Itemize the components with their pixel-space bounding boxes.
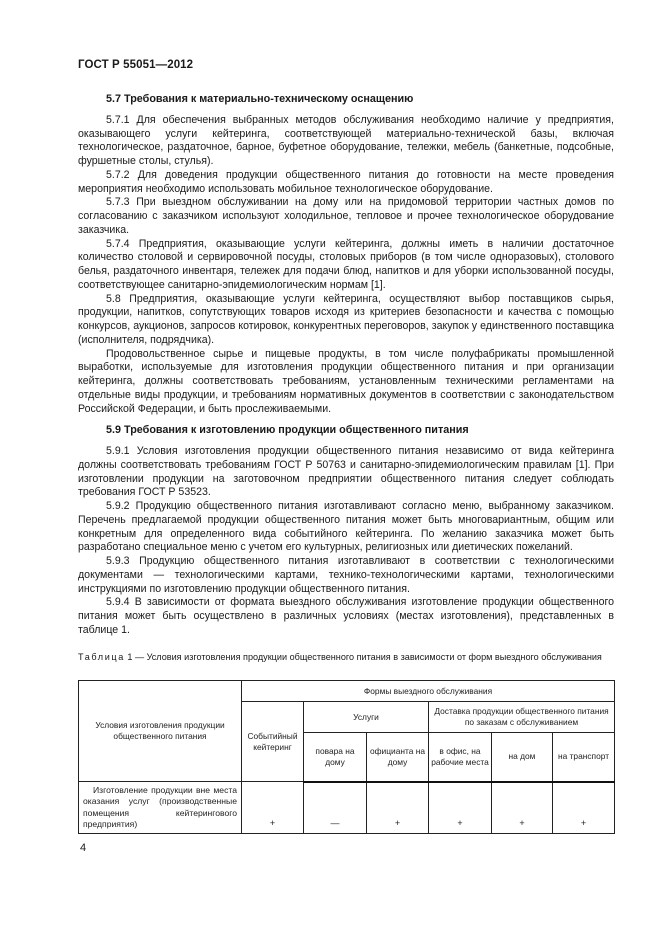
page-number: 4	[80, 842, 87, 854]
paragraph-5-7-1: 5.7.1 Для обеспечения выбранных методов обслуживания необходимо наличие у предприятия, оказывающего услуги кейтеринга, соответствующей материально-технической базы, включая технологическое, раздаточное, барное, буфетное оборудование, тележки, мебель (банкетные, подсобные, фуршетные столы, стулья).	[78, 113, 614, 167]
header-home: на дом	[492, 733, 553, 782]
paragraph-5-9-3: 5.9.3 Продукцию общественного питания изготавливают в соответствии с технологическими документами — технологическими картами, технико-технологическими картами, технологическими инструкциями по изготовлению продукции общественного питания.	[78, 555, 614, 595]
conditions-table	[78, 680, 615, 834]
cell-transport: +	[553, 782, 615, 834]
paragraph-5-7-4: 5.7.4 Предприятия, оказывающие услуги кейтеринга, должны иметь в наличии достаточное количество столовой и сервировочной посуды, столовых приборов (в том числе одноразовых), столового белья, раздаточного инвентаря, тележек для подачи блюд, напитков и для уборки использованной посуды, соответствующее санитарно-эпидемиологическим нормам [1].	[78, 237, 614, 291]
header-delivery: Доставка продукции общественного питания по заказам с обслуживанием	[429, 702, 615, 733]
header-services: Услуги	[304, 702, 429, 733]
paragraph-5-9-4: 5.9.4 В зависимости от формата выездного обслуживания изготовление продукции общественного питания может быть осуществлено в различных условиях (местах изготовления), представленных в таблице 1.	[78, 596, 614, 636]
table-caption-text: 1 — Условия изготовления продукции общественного питания в зависимости от форм выездного обслуживания	[124, 651, 602, 662]
row-label: Изготовление продукции вне места оказания услуг (производственные помещения кейтерингового предприятия)	[79, 782, 242, 834]
document-code: ГОСТ Р 55051—2012	[78, 59, 194, 71]
cell-home: +	[492, 782, 553, 834]
paragraph-5-7-2: 5.7.2 Для доведения продукции общественного питания до готовности на месте проведения мероприятия необходимо использовать мобильное технологическое оборудование.	[78, 168, 614, 195]
header-conditions: Условия изготовления продукции общественного питания	[79, 681, 242, 782]
table-caption	[78, 651, 614, 664]
header-forms: Формы выездного обслуживания	[242, 681, 615, 702]
paragraph-5-9-2: 5.9.2 Продукцию общественного питания изготавливают согласно меню, выбранному заказчиком. Перечень предлагаемой продукции общественного питания может быть многовариантным, общим или конкретным для определенного вида событийного кейтеринга. По желанию заказчика может быть разработано специальное меню с учетом его культурных, религиозных или диетических пожеланий.	[78, 500, 614, 554]
header-cook-home: повара на дому	[304, 733, 367, 782]
cell-event: +	[242, 782, 304, 834]
cell-cook-home: —	[304, 782, 367, 834]
paragraph-5-8-continued: Продовольственное сырье и пищевые продукты, в том числе полуфабрикаты промышленной выработки, используемые для изготовления продукции общественного питания и при организации кейтеринга, должны соответствовать требованиям, установленным техническими регламентами на отдельные виды продукции, и требованиям нормативных документов в соответствии с законодательством Российской Федерации, и быть прослеживаемыми.	[78, 347, 614, 415]
header-office: в офис, на рабочие места	[429, 733, 492, 782]
header-event-catering: Событийный кейтеринг	[242, 702, 304, 782]
cell-waiter-home: +	[367, 782, 429, 834]
section-heading-5-9: 5.9 Требования к изготовлению продукции общественного питания	[106, 424, 469, 437]
header-transport: на транспорт	[553, 733, 615, 782]
section-heading-5-7: 5.7 Требования к материально-техническому оснащению	[106, 93, 414, 105]
paragraph-5-7-3: 5.7.3 При выездном обслуживании на дому или на придомовой территории частных домов по согласованию с заказчиком используют холодильное, тепловое и прочее технологическое оборудование заказчика.	[78, 196, 614, 236]
cell-office: +	[429, 782, 492, 834]
document-body	[78, 93, 614, 663]
paragraph-5-9-1: 5.9.1 Условия изготовления продукции общественного питания независимо от вида кейтеринга должны соответствовать требованиям ГОСТ Р 50763 и санитарно-эпидемиологическим правилам [1]. При изготовлении продукции на заготовочном предприятии общественного питания следует соблюдать требования ГОСТ Р 53523.	[78, 445, 614, 499]
table-row	[79, 782, 615, 834]
paragraph-5-8: 5.8 Предприятия, оказывающие услуги кейтеринга, осуществляют выбор поставщиков сырья, продукции, напитков, сопутствующих товаров исходя из критериев безопасности и качества с помощью конкурсов, аукционов, запросов котировок, конкурентных переговоров, закупок у единственного поставщика (исполнителя, подрядчика).	[78, 292, 614, 346]
header-waiter-home: официанта на дому	[367, 733, 429, 782]
table-caption-label: Таблица	[78, 651, 125, 662]
